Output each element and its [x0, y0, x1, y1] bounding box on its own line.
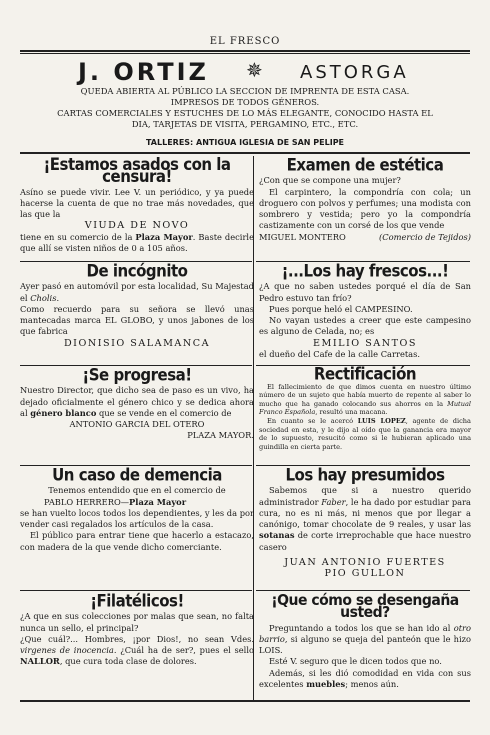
ad-text: No vayan ustedes a creer que este campesino es alguno de Celada, no; es	[259, 315, 471, 337]
ad-text: El carpintero, la compondría con cola; un droguero con polvos y perfumes; una modista con sombrero y vestida; pero yo la compondría castizamente con un corsé de los que vende	[259, 186, 471, 231]
ad-merchant: MIGUEL MONTERO	[259, 231, 346, 242]
ad-text: ¿Con que se compone una mujer?	[259, 175, 401, 186]
ad-title: ¡Filatélicos!	[90, 591, 184, 611]
ad-title: ¡Se progresa!	[82, 365, 192, 385]
ad-text: el dueño del Cafe de la calle Carretas.	[259, 349, 421, 360]
ad-text: ¿A que en sus colecciones por malas que sean, no falta nunca un sello, el principal?	[20, 611, 254, 633]
ad-text: Como recuerdo para su señora se llevó unas mantecadas marca EL GLOBO, y unos jabones de los que fabrica	[20, 303, 254, 337]
intro-line-1: QUEDA ABIERTA AL PÚBLICO LA SECCION DE IMPRENTA DE ESTA CASA.	[80, 86, 410, 96]
masthead-intro	[20, 86, 470, 130]
ad-text: Además, si les dió comodidad en vida con sus excelentes muebles; menos aún.	[259, 667, 471, 690]
ad-title: ¡Que cómo se desengaña usted?	[271, 591, 459, 622]
ad-presumidos	[259, 465, 472, 580]
ad-text: El público para entrar tiene que hacerlo a estacazo, con madera de la que vende dicho comerciante.	[20, 530, 254, 552]
ad-note: (Comercio de Tejidos)	[379, 231, 471, 242]
ad-title: Un caso de demencia	[52, 465, 222, 485]
talleres-line: TALLERES: ANTIGUA IGLESIA DE SAN PELIPE	[145, 138, 345, 147]
ad-merchant: JUAN ANTONIO FUERTES	[284, 557, 446, 569]
header-rule	[20, 50, 470, 52]
ad-merchant: VIUDA DE NOVO	[84, 220, 190, 232]
ad-rectificacion	[259, 364, 471, 451]
ad-title: ¡Estamos asados con la censura!	[43, 154, 231, 187]
ad-text: Esté V. seguro que le dicen todos que no.	[269, 656, 442, 667]
ad-title: Examen de estética	[286, 155, 444, 175]
ad-demencia	[20, 465, 254, 553]
ad-title: ¡...Los hay frescos...!	[281, 261, 449, 281]
ad-estetica	[259, 155, 471, 243]
ad-merchant: ANTONIO GARCIA DEL OTERO	[69, 419, 205, 430]
header-rule-thin	[20, 53, 470, 54]
ad-text: se han vuelto locos todos los dependientes, y les da por vender casi regalados los artículos de la casa.	[20, 507, 254, 530]
intro-line-4: DIA, TARJETAS DE VISITA, PERGAMINO, ETC., ETC.	[131, 119, 359, 129]
ad-text: El fallecimiento de que dimos cuenta en nuestro último número de un sujeto que había muerto de repente al saber lo mucho que ha ganado colocando sus ahorros en la Mutual Franco Española, resultó una macana.	[259, 382, 471, 417]
ad-merchant: PABLO HERRERO—Plaza Mayor	[44, 496, 187, 507]
ad-merchant: EMILIO SANTOS	[313, 337, 417, 349]
ornament-icon: ✵	[246, 58, 263, 82]
ad-place: PLAZA MAYOR.	[187, 430, 254, 441]
ad-text: ¿A que no saben ustedes porqué el día de San Pedro estuvo tan frío?	[259, 281, 471, 303]
ad-text: tiene en su comercio de la Plaza Mayor. Baste decirle que allí se visten niños de 0 a 105 años.	[20, 231, 254, 254]
ad-title: Rectificación	[313, 364, 417, 384]
ad-text: Preguntando a todos los que se han ido al otro barrio, si alguno se queja del panteón que le hizo LOIS.	[259, 622, 471, 656]
masthead-city: ASTORGA	[300, 62, 409, 83]
ad-text: Tenemos entendido que en el comercio de	[48, 485, 226, 496]
ad-text: Pues porque heló el CAMPESINO.	[269, 303, 413, 314]
footer-rule	[20, 700, 470, 702]
ad-text: Asíno se puede vivir. Lee V. un periódico, y ya puede hacerse la cuenta de que no trae más novedades, que las que la	[20, 186, 254, 220]
ad-text: En cuanto se le acercó LUIS LOPEZ, agente de dicha sociedad en esta, y le dijo al oído que la ganancia era mayor de lo supuesto, resucitó como si le hubieran aplicado una guindilla en cierta parte.	[259, 416, 471, 451]
ad-merchant-2: PIO GULLON	[324, 568, 406, 580]
ad-frescos	[259, 261, 471, 360]
ad-filatelicos	[20, 591, 254, 668]
page-header: EL FRESCO	[209, 36, 281, 47]
ad-incognito	[20, 261, 254, 349]
intro-line-3: CARTAS COMERCIALES Y ESTUCHES DE LO MÁS ELEGANTE, CONOCIDO HASTA EL	[57, 108, 433, 118]
ad-merchant: DIONISIO SALAMANCA	[63, 337, 211, 349]
ad-progresa	[20, 365, 254, 442]
ad-text: ¿Que cuál?... Hombres, ¡por Dios!, no sean Vdes. virgenes de inocencia. ¿Cuál ha de ser?, pues el sello NALLOR, que cura toda clase de dolores.	[20, 633, 254, 667]
ad-title: De incógnito	[86, 261, 188, 281]
ad-censura	[20, 154, 254, 254]
ad-title: Los hay presumidos	[285, 465, 445, 485]
masthead-name: J. ORTIZ	[78, 58, 209, 86]
ad-text: Sabemos que si a nuestro querido administrador Faber, le ha dado por estudiar para cura, no es ni más, ni menos que por llegar a canónigo, tomar chocolate de 9 reales, y usar las sotanas de corte irreprochable que hace nuestro casero	[259, 485, 472, 552]
ad-text: Ayer pasó en automóvil por esta localidad, Su Majestad el Cholis.	[20, 281, 254, 303]
ad-merchant-row	[259, 232, 471, 243]
ad-text: Nuestro Director, que dicho sea de paso es un vivo, ha dejado oficialmente el género chico y se dedica ahora al género blanco que se vende en el comercio de	[20, 385, 254, 418]
ad-desengana	[259, 591, 471, 690]
intro-line-2: IMPRESOS DE TODOS GÉNEROS.	[170, 97, 320, 107]
